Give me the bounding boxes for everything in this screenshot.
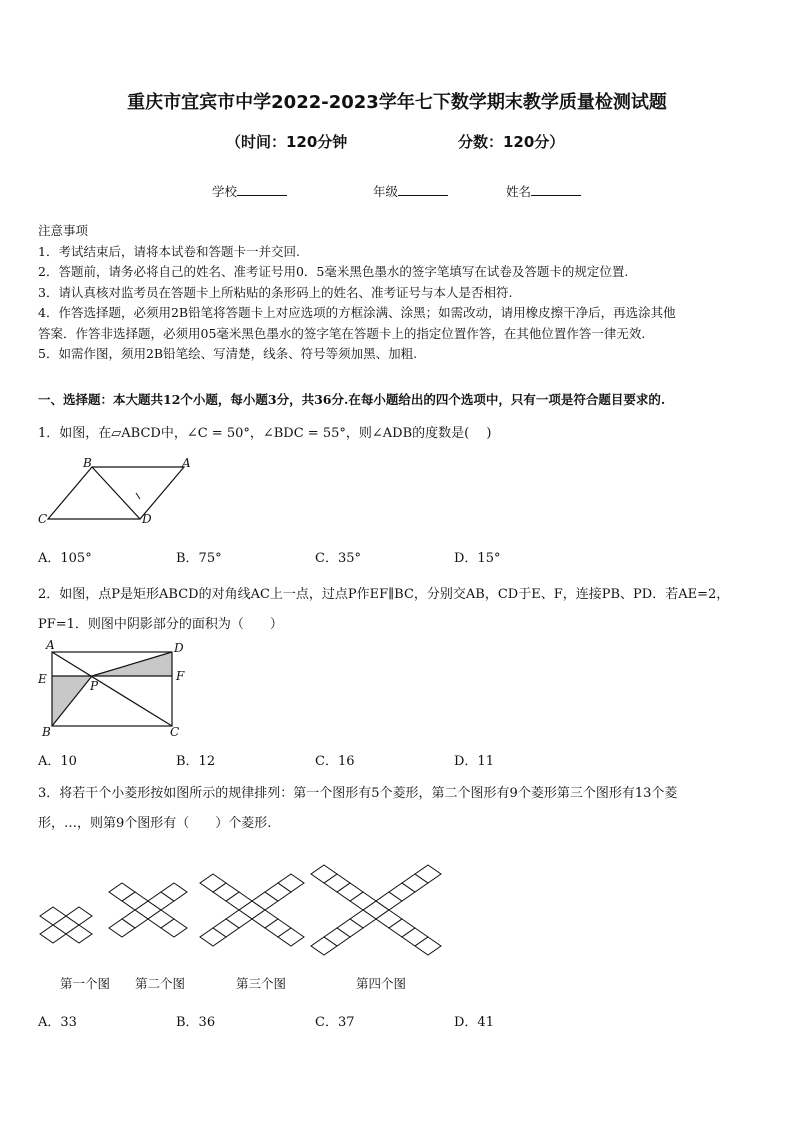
- page-title: 重庆市宜宾市中学2022-2023学年七下数学期末教学质量检测试题: [127, 92, 667, 113]
- rectangle-figure: [36, 638, 196, 740]
- q3-option-c: C．37: [315, 1015, 355, 1030]
- notice-item: 5．如需作图，须用2B铅笔绘、写清楚，线条、符号等须加黑、加粗.: [38, 346, 418, 361]
- label-p: P: [90, 679, 99, 693]
- label-b: B: [83, 456, 92, 470]
- pattern-1: [40, 907, 92, 943]
- pattern-2: [109, 883, 187, 937]
- q1-option-d: D．15°: [454, 551, 501, 566]
- school-field: [212, 182, 287, 200]
- label-b: B: [42, 725, 51, 739]
- notice-item: 4．作答选择题，必须用2B铅笔将答题卡上对应选项的方框涂满、涂黑；如需改动，请用橡皮擦干净后，再选涂其他: [38, 305, 676, 320]
- name-field: [506, 182, 581, 200]
- q2-option-c: C．16: [315, 754, 355, 769]
- notice-section: [38, 221, 676, 365]
- pattern-3: [200, 874, 304, 946]
- q1-option-b: B．75°: [176, 551, 222, 566]
- name-label: 姓名: [506, 184, 532, 199]
- q3-option-b: B．36: [176, 1015, 216, 1030]
- pattern-4: [311, 865, 441, 955]
- question-2-line1: 2．如图，点P是矩形ABCD的对角线AC上一点，过点P作EF∥BC，分别交AB，CD于E、F，连接PB、PD．若AE=2，: [38, 587, 730, 602]
- q1-option-c: C．35°: [315, 551, 361, 566]
- exam-score: 分数：120分）: [458, 133, 565, 151]
- q3-option-d: D．41: [454, 1015, 494, 1030]
- label-d: D: [142, 512, 152, 526]
- pattern-caption-2: 第二个图: [135, 976, 186, 991]
- grade-blank: [398, 183, 448, 196]
- question-1-text: 1．如图，在▱ABCD中，∠C = 50°，∠BDC = 55°，则∠ADB的度数是( ): [38, 426, 492, 441]
- question-2-line2: PF=1．则图中阴影部分的面积为（ ）: [38, 617, 283, 632]
- q2-option-d: D．11: [454, 754, 494, 769]
- question-3-line2: 形，…，则第9个图形有（ ）个菱形.: [38, 816, 272, 831]
- label-a: A: [46, 638, 55, 652]
- parallelogram-figure: [36, 455, 196, 527]
- notice-item: 2．答题前，请务必将自己的姓名、准考证号用0．5毫米黑色墨水的签字笔填写在试卷及答题卡的规定位置.: [38, 264, 629, 279]
- section-heading: 一、选择题：本大题共12个小题，每小题3分，共36分.在每小题给出的四个选项中，只有一项是符合题目要求的.: [38, 392, 666, 407]
- q2-option-a: A．10: [38, 754, 77, 769]
- label-a: A: [182, 456, 191, 470]
- grade-field: [373, 182, 448, 200]
- school-blank: [237, 183, 287, 196]
- name-blank: [531, 183, 581, 196]
- grade-label: 年级: [373, 184, 399, 199]
- question-3-line1: 3．将若干个小菱形按如图所示的规律排列：第一个图形有5个菱形，第二个图形有9个菱形第三个图形有13个菱: [38, 786, 678, 801]
- exam-time: （时间：120分钟: [226, 133, 348, 151]
- label-f: F: [176, 669, 185, 683]
- label-d: D: [174, 641, 184, 655]
- pattern-caption-3: 第三个图: [236, 976, 287, 991]
- school-label: 学校: [212, 184, 238, 199]
- label-c: C: [38, 512, 48, 526]
- q1-option-a: A．105°: [38, 551, 92, 566]
- notice-item: 1．考试结束后，请将本试卷和答题卡一并交回.: [38, 243, 300, 259]
- notice-item: 答案．作答非选择题，必须用05毫米黑色墨水的签字笔在答题卡上的指定位置作答，在其他位置作答一律无效.: [38, 325, 646, 341]
- label-e: E: [38, 672, 47, 686]
- pattern-caption-4: 第四个图: [356, 976, 407, 991]
- q3-option-a: A．33: [38, 1015, 77, 1030]
- notice-item: 3．请认真核对监考员在答题卡上所粘贴的条形码上的姓名、准考证号与本人是否相符.: [38, 284, 513, 300]
- rhombus-pattern-figure: [30, 840, 450, 970]
- notice-heading: 注意事项: [38, 223, 89, 238]
- label-c: C: [170, 725, 180, 739]
- pattern-caption-1: 第一个图: [60, 976, 111, 991]
- q2-option-b: B．12: [176, 754, 216, 769]
